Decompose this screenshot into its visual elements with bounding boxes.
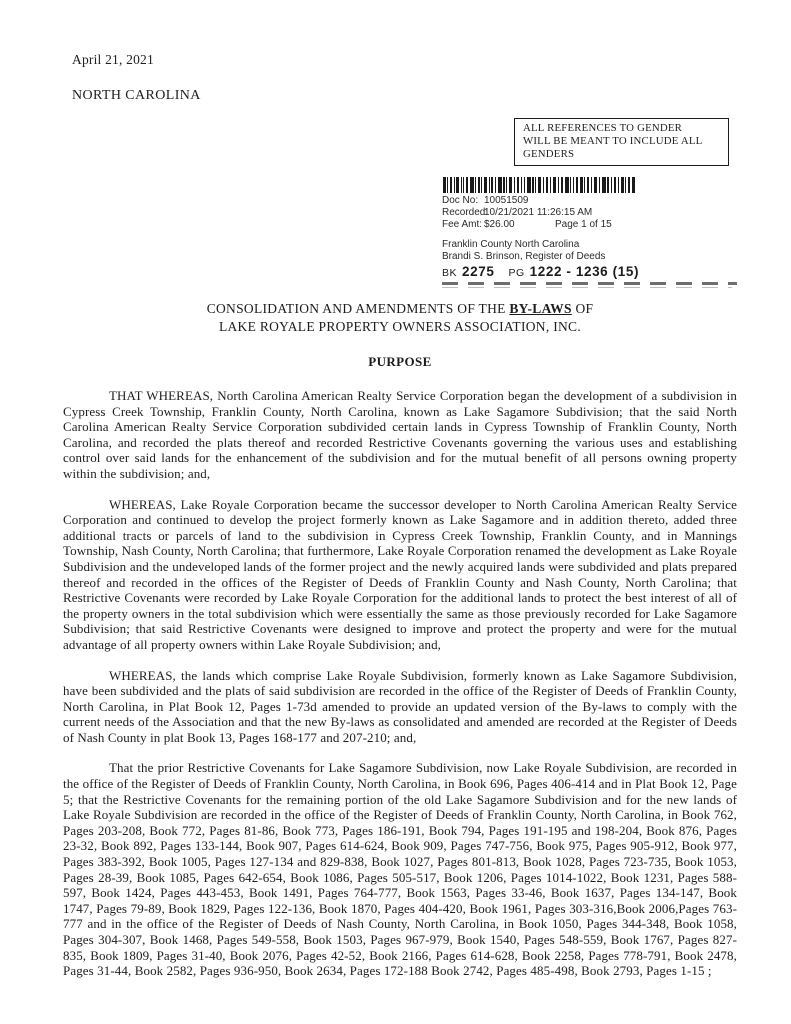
book-label: BK — [442, 267, 458, 279]
doc-no-row — [442, 195, 742, 206]
page-label: PG — [508, 267, 525, 279]
dashed-underline — [442, 282, 737, 285]
gender-notice-box — [514, 118, 729, 166]
paragraph-whereas-lands: WHEREAS, the lands which comprise Lake Royale Subdivision, formerly known as Lake Sagamore Subdivision, have been subdivided and the plats of said subdivision are recorded in the office of the Register of Deeds of Franklin County, North Carolina, in Plat Book 12, Pages 1-73d amended to provide an updated version of the By-laws to comply with the current needs of the Association and that the new By-laws as consolidated and amended are recorded at the Register of Deeds of Nash County in plat Book 13, Pages 168-177 and 207-210; and, — [63, 667, 737, 745]
document-date: April 21, 2021 — [72, 52, 154, 67]
paragraph-that-whereas: THAT WHEREAS, North Carolina American Realty Service Corporation began the development of a subdivision in Cypress Creek Township, Franklin County, North Carolina, known as Lake Sagamore Subdivision; that the said North Carolina American Realty Service Corporation subdivided certain lands in Cypress Township of Franklin County, North Carolina, and recorded the plats thereof and recorded Restrictive Covenants governing the various uses and establishing control over said lands for the enhancement of the subdivision and for the mutual benefit of all persons owning property within the subdivision; and, — [63, 388, 737, 481]
page-count-value: Page 1 of 15 — [555, 219, 612, 230]
document-body — [63, 300, 737, 979]
recording-stamp — [442, 177, 742, 288]
title-bylaws-emphasis: BY-LAWS — [509, 301, 572, 316]
doc-no-label: Doc No: — [442, 195, 479, 206]
book-page-row — [442, 266, 742, 279]
state-heading: NORTH CAROLINA — [72, 88, 201, 103]
fee-value: $26.00 — [484, 219, 515, 230]
document-title — [63, 300, 737, 335]
book-number: 2275 — [462, 264, 495, 279]
gender-notice-line-3: GENDERS — [523, 148, 575, 160]
county-line: Franklin County North Carolina — [442, 239, 580, 250]
title-line-1-post: OF — [571, 301, 594, 316]
paragraph-prior-covenants: That the prior Restrictive Covenants for Lake Sagamore Subdivision, now Lake Royale Subdivision, are recorded in the office of the Register of Deeds of Franklin County, North Carolina, in Book 696, Pages 406-414 and in Plat Book 12, Page 5; that the Restrictive Covenants for the remaining portion of the old Lake Sagamore Subdivision and for the new lands of Lake Royale Subdivision are recorded in the office of the Register of Deeds of Franklin County, North Carolina, in Book 762, Pages 203-208, Book 772, Pages 81-86, Book 773, Pages 186-191, Book 794, Pages 191-195 and 198-204, Book 876, Pages 23-32, Book 892, Pages 133-144, Book 907, Pages 614-624, Book 909, Pages 747-756, Book 975, Pages 905-912, Book 977, Pages 383-392, Book 1005, Pages 127-134 and 829-838, Book 1027, Pages 801-813, Book 1028, Pages 723-735, Book 1053, Pages 28-39, Book 1085, Pages 642-654, Book 1086, Pages 505-517, Book 1206, Pages 1014-1022, Book 1231, Pages 588-597, Book 1424, Pages 443-453, Book 1491, Pages 764-777, Book 1563, Pages 33-46, Book 1637, Pages 134-147, Book 1747, Pages 79-89, Book 1829, Pages 122-136, Book 1870, Pages 404-420, Book 1961, Pages 303-316,Book 2006,Pages 763-777 and in the office of the Register of Deeds of Nash County, North Carolina, in Book 1050, Pages 344-348, Book 1058, Pages 304-307, Book 1468, Pages 549-558, Book 1503, Pages 967-979, Book 1540, Pages 548-559, Book 1767, Pages 827-835, Book 1809, Pages 31-40, Book 2076, Pages 42-52, Book 2166, Pages 614-628, Book 2258, Pages 778-791, Book 2478, Pages 31-44, Book 2582, Pages 936-950, Book 2634, Pages 172-188 Book 2742, Pages 485-498, Book 2793, Pages 1-15 ; — [63, 760, 737, 979]
dashed-underline-faint — [442, 287, 732, 289]
gender-notice-line-2: WILL BE MEANT TO INCLUDE ALL — [523, 135, 703, 147]
section-heading-purpose: PURPOSE — [368, 354, 432, 369]
page-range: 1222 - 1236 (15) — [529, 264, 640, 279]
register-of-deeds-line: Brandi S. Brinson, Register of Deeds — [442, 251, 606, 262]
doc-no-value: 10051509 — [484, 195, 529, 206]
fee-row — [442, 219, 742, 230]
recorded-label: Recorded: — [442, 207, 489, 218]
title-line-1 — [63, 300, 737, 318]
recorded-row — [442, 207, 742, 218]
title-line-2: LAKE ROYALE PROPERTY OWNERS ASSOCIATION, INC. — [218, 318, 582, 334]
gender-notice-line-1: ALL REFERENCES TO GENDER — [523, 122, 683, 134]
paragraph-whereas-successor: WHEREAS, Lake Royale Corporation became the successor developer to North Carolina American Realty Service Corporation and continued to develop the project formerly known as Lake Sagamore and in addition thereto, added three additional tracts or parcels of land to the subdivision in Cypress Creek Township, Franklin County, and in Mannings Township, Nash County, North Carolina; that furthermore, Lake Royale Corporation renamed the development as Lake Royale Subdivision and the undeveloped lands of the former project and the newly acquired lands were subdivided and plats prepared thereof and recorded in the offices of the Register of Deeds of Franklin County and Nash County, North Carolina; that Restrictive Covenants were recorded by Lake Royale Corporation for the additional lands to protect the best interest of all of the property owners in the total subdivision which were essentially the same as those previously recorded for Lake Sagamore Subdivision; that said Restrictive Covenants were designed to improve and protect the property and were for the mutual advantage of all property owners within Lake Royale Subdivision; and, — [63, 496, 737, 652]
barcode-icon — [443, 177, 636, 193]
recorded-value: 10/21/2021 11:26:15 AM — [484, 207, 593, 218]
title-line-1-pre: CONSOLIDATION AND AMENDMENTS OF THE — [206, 301, 510, 316]
fee-label: Fee Amt: — [442, 219, 483, 230]
